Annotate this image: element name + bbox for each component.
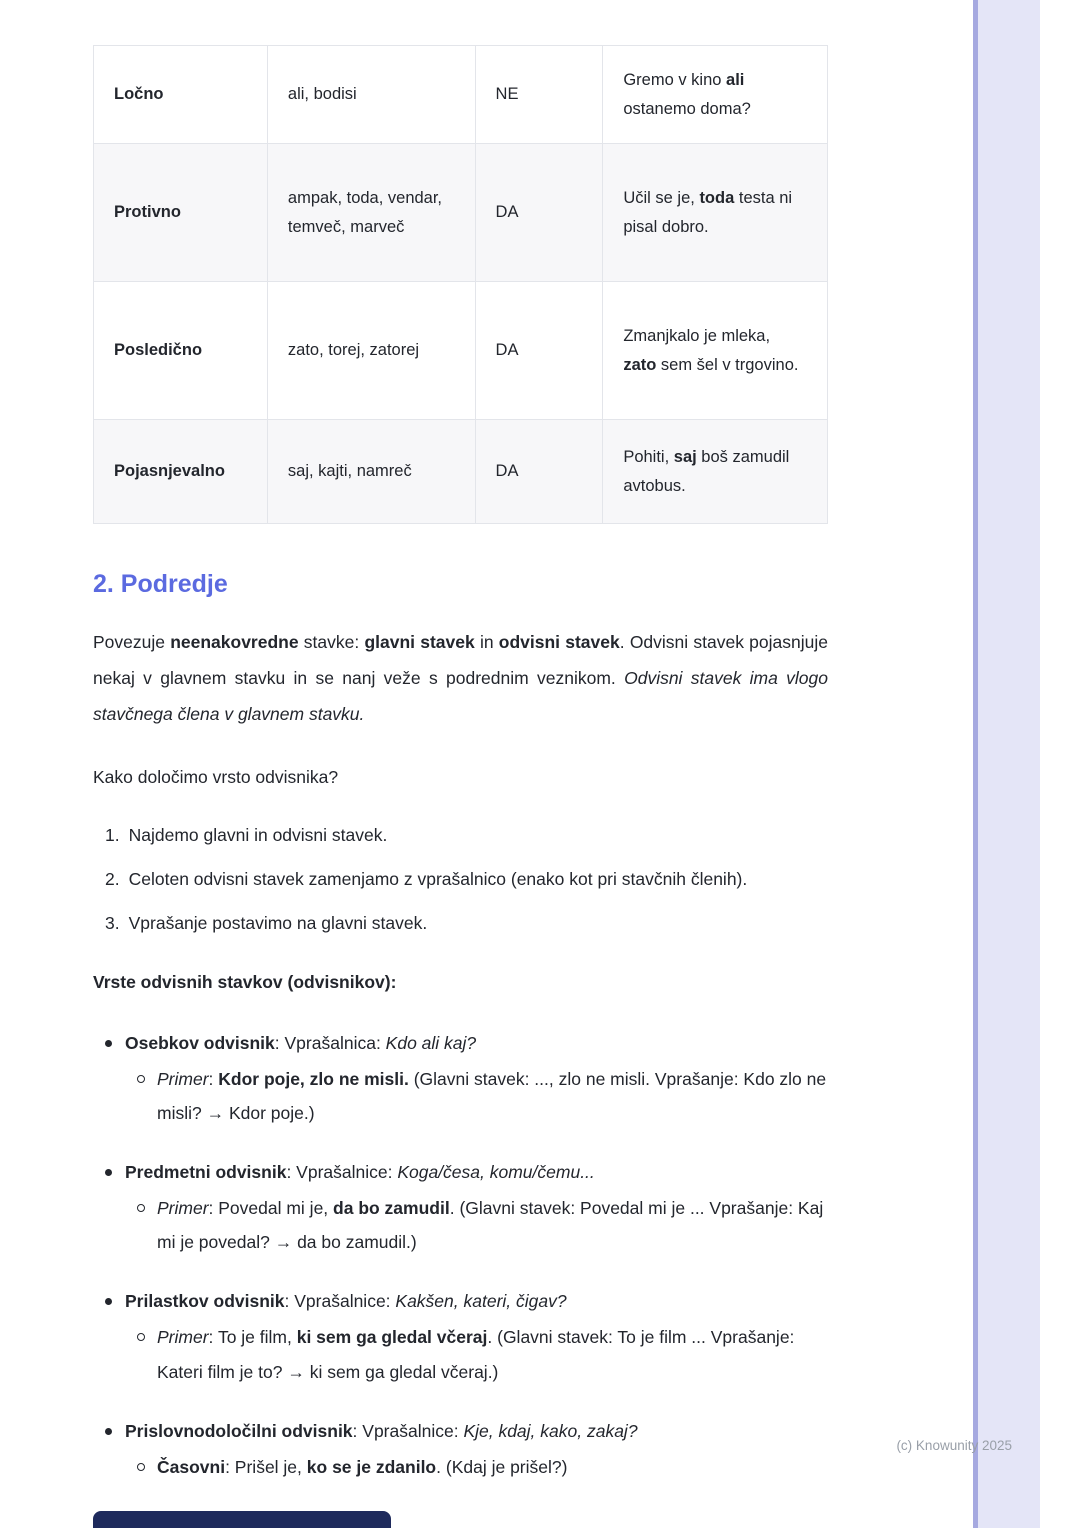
watermark-credit: (c) Knowunity 2025 [896, 1438, 1012, 1453]
cell-conjunctions: ali, bodisi [267, 46, 475, 144]
table-row [94, 282, 828, 420]
type-sub-text: Primer: To je film, ki sem ga gledal včeraj. (Glavni stavek: To je film ... Vprašanje: Kateri film je to? → ki sem ga gledal včeraj.) [157, 1327, 795, 1382]
document-page [93, 45, 828, 1509]
table-row [94, 420, 828, 524]
list-item [105, 818, 828, 852]
list-item [93, 1026, 828, 1130]
list-item [93, 1284, 828, 1388]
table-row [94, 144, 828, 282]
question-line: Kako določimo vrsto odvisnika? [93, 766, 339, 787]
cell-example: Gremo v kino ali ostanemo doma? [603, 46, 828, 144]
cell-conjunctions: zato, torej, zatorej [267, 282, 475, 420]
step-text: Celoten odvisni stavek zamenjamo z vprašalnico (enako kot pri stavčnih členih). [128, 869, 748, 889]
type-sub-text: Časovni: Prišel je, ko se je zdanilo. (Kdaj je prišel?) [157, 1456, 568, 1477]
types-heading: Vrste odvisnih stavkov (odvisnikov): [93, 972, 397, 993]
cell-comma-flag: DA [475, 144, 603, 282]
type-main-text: Prislovnodoločilni odvisnik: Vprašalnice: Kje, kdaj, kako, zakaj? [125, 1420, 638, 1441]
cell-conjunctions: saj, kajti, namreč [267, 420, 475, 524]
bullet-icon [105, 1169, 112, 1176]
type-main-text: Prilastkov odvisnik: Vprašalnice: Kakšen, kateri, čigav? [125, 1291, 567, 1312]
type-main-text: Predmetni odvisnik: Vprašalnice: Koga/česa, komu/čemu... [125, 1161, 595, 1182]
page-edge-strip [978, 0, 1040, 1528]
step-text: Vprašanje postavimo na glavni stavek. [128, 913, 428, 934]
type-sub-row [93, 1062, 828, 1130]
type-sub-text: Primer: Kdor poje, zlo ne misli. (Glavni stavek: ..., zlo ne misli. Vprašanje: Kdo zlo ne misli? → Kdor poje.) [157, 1068, 827, 1123]
step-number: 2. [105, 869, 120, 889]
type-sub-row [93, 1191, 828, 1259]
cell-comma-flag: DA [475, 420, 603, 524]
list-item [105, 862, 828, 896]
bullet-icon [105, 1040, 112, 1047]
bullet-icon [105, 1428, 112, 1435]
step-number: 3. [105, 913, 120, 934]
conjunctions-table [93, 45, 828, 524]
type-main-text: Osebkov odvisnik: Vprašalnica: Kdo ali kaj? [125, 1032, 477, 1053]
type-sub-text: Primer: Povedal mi je, da bo zamudil. (Glavni stavek: Povedal mi je ... Vprašanje: Kaj mi je povedal? → da bo zamudil.) [157, 1198, 824, 1253]
step-text: Najdemo glavni in odvisni stavek. [128, 824, 388, 845]
type-main-row [93, 1026, 828, 1060]
cell-example: Učil se je, toda testa ni pisal dobro. [603, 144, 828, 282]
list-item [93, 1155, 828, 1259]
cell-comma-flag: NE [475, 46, 603, 144]
cell-comma-flag: DA [475, 282, 603, 420]
intro-paragraph: Povezuje neenakovredne stavke: glavni stavek in odvisni stavek. Odvisni stavek pojasnjuje nekaj v glavnem stavku in se nanj veže s podrednim veznikom. Odvisni stavek ima vlogo stavčnega člena v glavnem stavku. [93, 632, 828, 724]
section-heading: 2. Podredje [93, 570, 228, 598]
sub-bullet-icon [137, 1204, 145, 1212]
sub-bullet-icon [137, 1075, 145, 1083]
list-item [105, 906, 828, 940]
cell-example: Zmanjkalo je mleka, zato sem šel v trgovino. [603, 282, 828, 420]
cell-conjunctions: ampak, toda, vendar, temveč, marveč [267, 144, 475, 282]
type-sub-row [93, 1320, 828, 1388]
sub-bullet-icon [137, 1463, 145, 1471]
table-row [94, 46, 828, 144]
type-main-row [93, 1155, 828, 1189]
footer-banner [93, 1511, 391, 1528]
type-main-row [93, 1414, 828, 1448]
cell-conjunction-type: Ločno [94, 46, 268, 144]
cell-conjunction-type: Pojasnjevalno [94, 420, 268, 524]
type-sub-row [93, 1450, 828, 1484]
sub-bullet-icon [137, 1333, 145, 1341]
type-main-row [93, 1284, 828, 1318]
cell-conjunction-type: Protivno [94, 144, 268, 282]
step-number: 1. [105, 824, 120, 845]
cell-conjunction-type: Posledično [94, 282, 268, 420]
bullet-icon [105, 1298, 112, 1305]
types-list [93, 1026, 828, 1484]
steps-list [93, 818, 828, 940]
list-item [93, 1414, 828, 1484]
cell-example: Pohiti, saj boš zamudil avtobus. [603, 420, 828, 524]
